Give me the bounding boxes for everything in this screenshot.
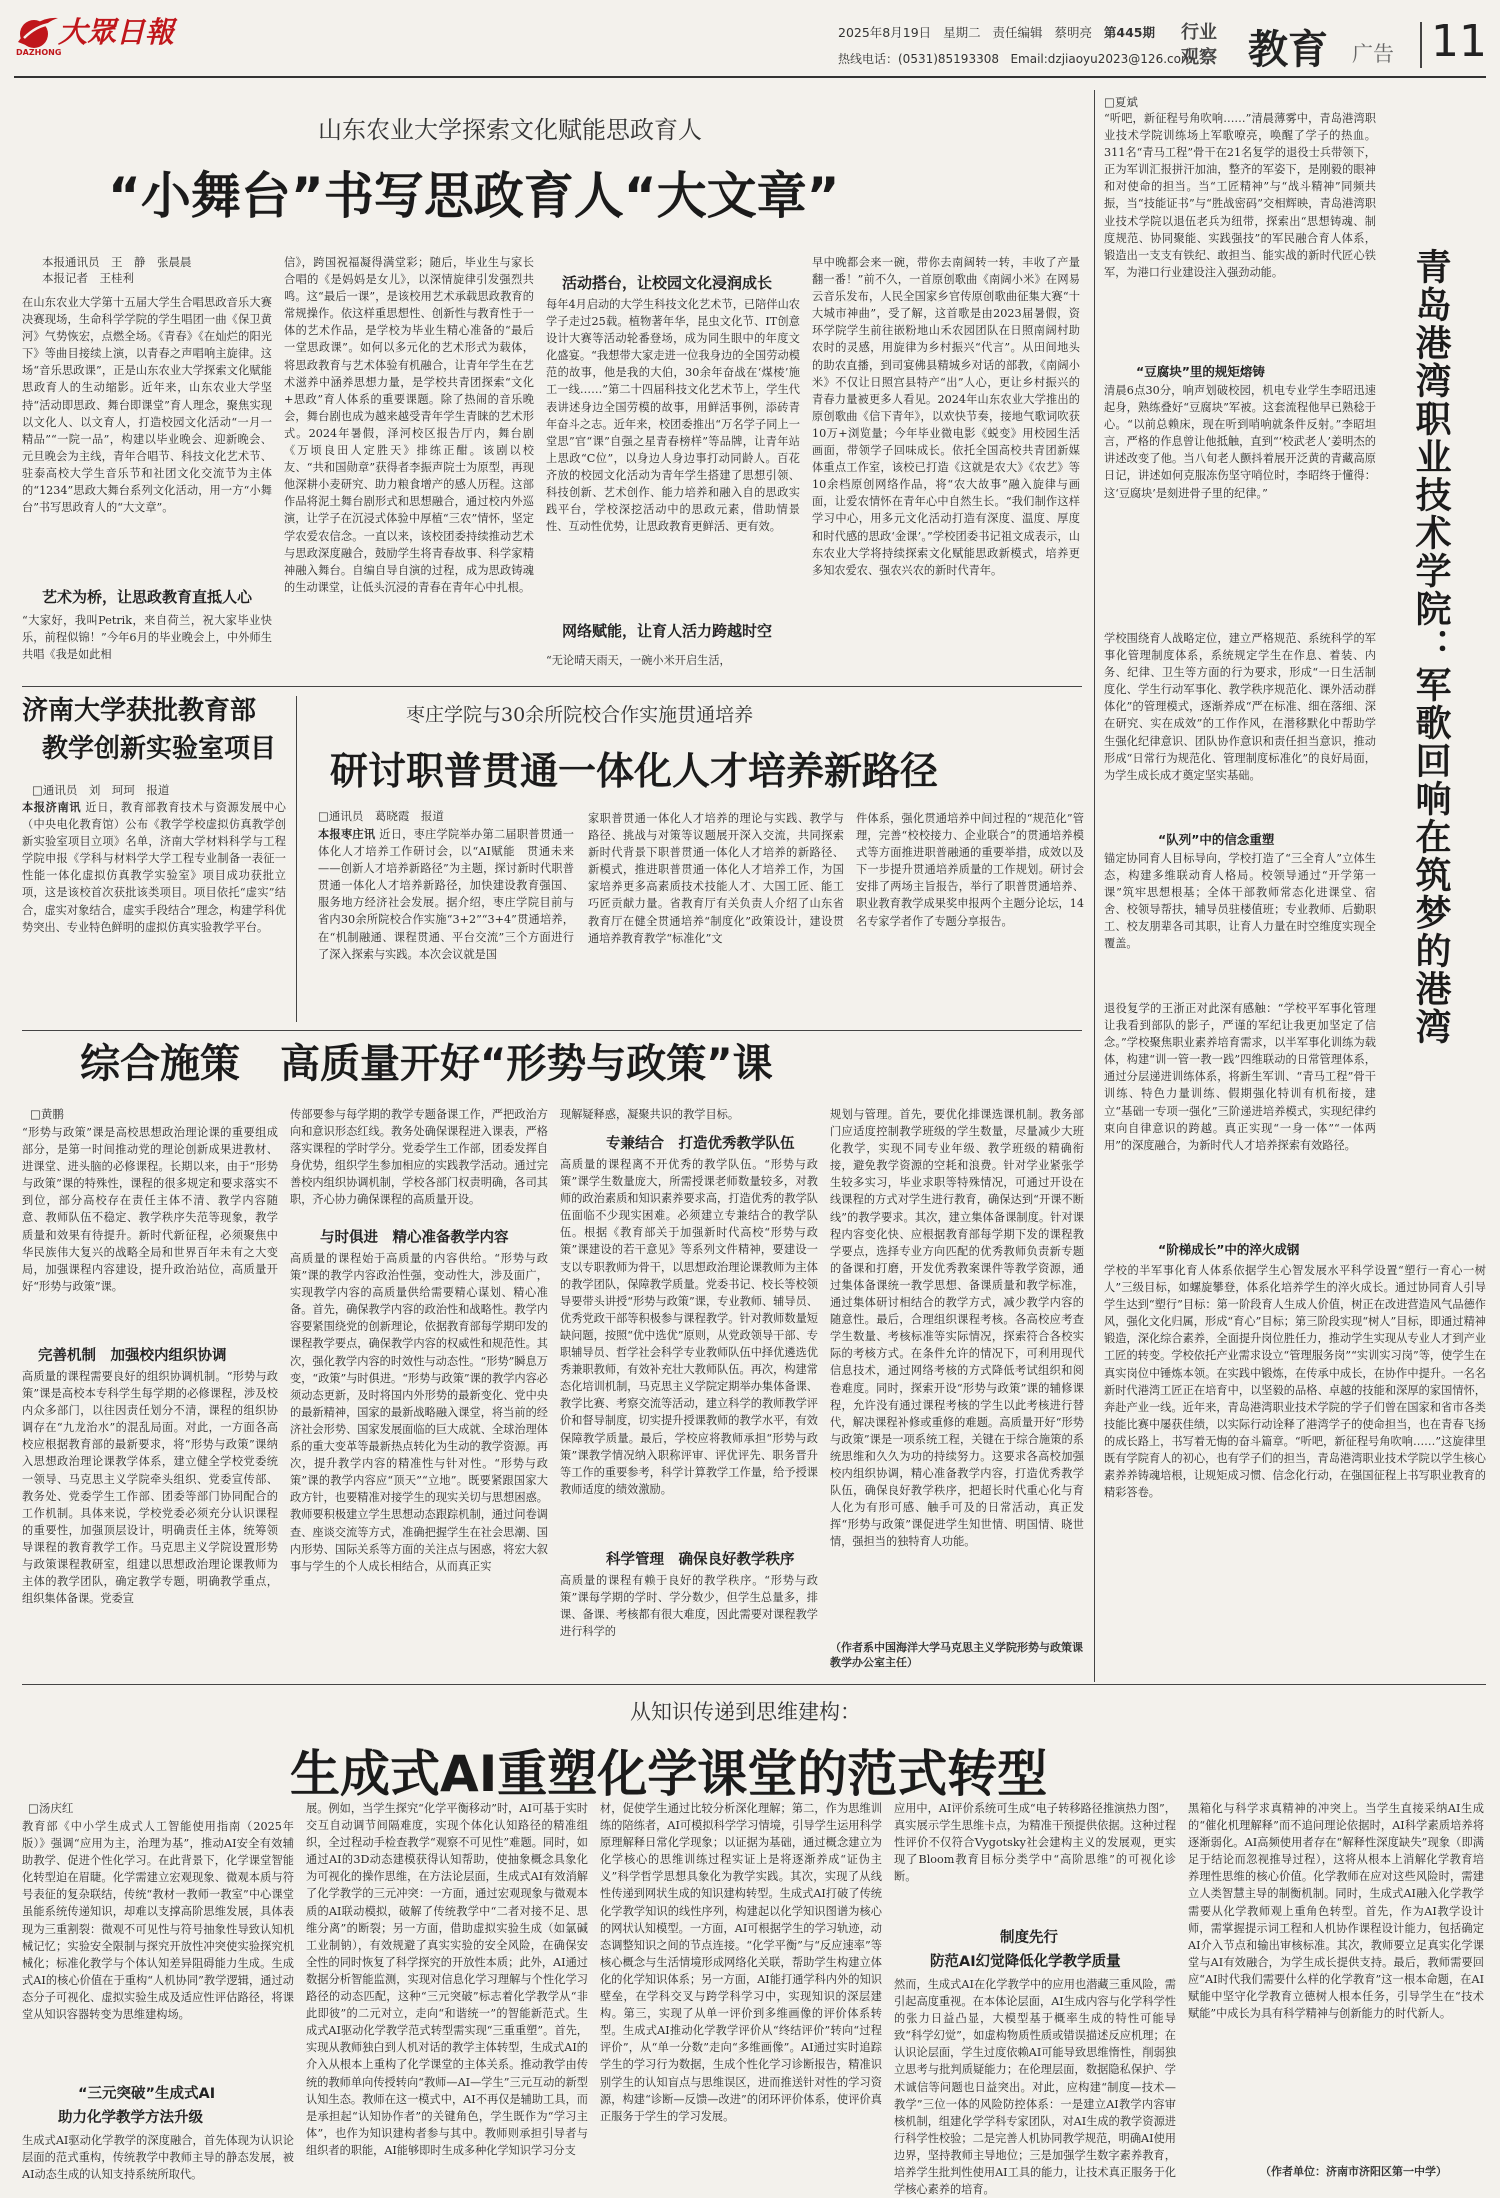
article-body-col2: 家职普贯通一体化人才培养的理论与实践、教学与路径、挑战与对策等议题展开深入交流，共同探索新时代背景下职普贯通一体化人才培养的新路径、新模式，推进职普贯通一体化人才培养工作，为国家培养更多高素质技术技能人才、大国工匠、能工巧匠贡献力量。省教育厅有关负责人介绍了山东省教育厅在健全贯通培养“制度化”政策设计，建设贯通培养教育教学“标准化”文: [588, 812, 844, 945]
section-heading: 与时俱进 精心准备教学内容: [320, 1230, 509, 1246]
issue-number: 第445期: [1103, 25, 1155, 40]
article-body-col1b: 生成式AI驱动化学教学的深度融合，首先体现为认识论层面的范式重构，传统教学中教师主导的静态发展，被AI动态生成的认知支持系统所取代。: [22, 2134, 294, 2182]
section-heading-line2: 助力化学教学方法升级: [58, 2110, 203, 2126]
page-number: 11: [1431, 16, 1487, 67]
article-title-line2: 教学创新实验室项目: [42, 734, 277, 764]
masthead-contact: [838, 50, 1193, 67]
dateline: 本报济南讯: [22, 800, 82, 814]
article-title: 济南大学获批教育部: [22, 696, 257, 726]
hotline: 热线电话：(0531)85193308: [838, 52, 999, 66]
article-body-col4: 应用中，AI评价系统可生成“电子转移路径推演热力图”，真实展示学生思维卡点，为精准干预提供依据。这种过程性评价不仅符合Vygotsky社会建构主义的发展观，更实现了Bloom教育目标分类学中“高阶思维”的可视化诊断。: [894, 1802, 1176, 1884]
section-heading: 艺术为桥，让思政教育直抵人心: [42, 588, 253, 606]
article-body-col4: 规划与管理。首先，要优化排课选课机制。教务部门应适度控制教学班级的学生数量，尽量减少大班化教学，实现不同专业年级、教学班级的精确衔接，避免教学资源的空耗和浪费。针对学业紧张学生较多实习，毕业求职等特殊情况，可通过开设在线课程的方式对学生进行教育，确保达到“开课不断线”的教学要求。其次，建立集体备课制度。针对课程内容变化快、应根据教育部每学期下发的课程教学要点，选择专业方向匹配的优秀教师负责新专题的备课和打磨，开发优秀教案课件等教学资源，通过集体备课统一教学思想、备课质量和教学标准，通过集体研讨相结合的教学方式，减少教学内容的随意性。最后，合理组织课程考核。各高校应考查学生数量、考核标准等实际情况，探索符合各校实际的考核方式。在条件允许的情况下，可利用现代信息技术，通过网络考核的方式降低考试组织和阅卷难度。同时，探索开设“形势与政策”课的辅修课程，允许没有通过课程考核的学生以此考核进行替代，解决课程补修或重修的难题。高质量开好“形势与政策”课是一项系统工程，关键在于综合施策的系统思维和久久为功的持续努力。这要求各高校加强校内组织协调，精心准备教学内容，打造优秀教学队伍，确保良好教学秩序，把超长时代重心化与育人化为有形可感、触手可及的日常活动，真正发挥“形势与政策”课促进学生知世情、明国情、晓世情，强担当的独特育人功能。: [830, 1108, 1084, 1549]
section-small-1: 行业: [1181, 22, 1217, 43]
article-body-col3b: “无论晴天雨天，一碗小米开启生活，: [546, 654, 731, 667]
article-body-col1: 教育部《中小学生成式人工智能使用指南（2025年版）》强调“应用为主，治理为基”，推动AI安全有效辅助教学、促进个性化学习。在此背景下，化学课堂智能化转型迫在眉睫。化学需建立宏观现象、微观本质与符号表征的复杂联结，传统“教材一教师一教室”中心课堂虽能系统传递知识，却难以支撑高阶思维发展，具体表现为三重割裂：微观不可见性与符号抽象性导致认知机械记忆；实验安全限制与探究开放性冲突使实验探究机械化；标准化教学与个体认知差异阻碍能力生成。生成式AI的核心价值在于重构“人机协同”教学逻辑，通过动态分子可视化、虚拟实验生成及适应性评估路径，将课堂从知识容器转变为思维建构场。: [22, 1820, 294, 2022]
section-small-2: 观察: [1181, 47, 1217, 68]
section-heading: “阶梯成长”中的淬火成钢: [1158, 1242, 1300, 1257]
section-heading: “豆腐块”里的规矩熔铸: [1136, 364, 1265, 379]
article-body-col2b: 高质量的课程始于高质量的内容供给。“形势与政策”课的教学内容政治性强，变动性大，涉及面广，实现教学内容的高质量供给需要精心谋划、精心准备。首先，确保教学内容的政治性和战略性。教学内容要紧围绕党的创新理论，依据教育部每学期印发的课程教学要点，确保教学内容的权威性和规范性。其次，强化教学内容的时效性与动态性。“形势”瞬息万变，“政策”与时俱进。“形势与政策”课的教学内容必须动态更新，及时将国内外形势的最新变化、党中央的最新精神，国家的最新战略融入课堂，将当前的经济社会形势、国家发展面临的巨大成就、全球治理体系的重大变革等最新热点转化为生动的教学资源。再次，提升教学内容的精准性与针对性。“形势与政策”课的教学内容应“顶天”“立地”。既要紧跟国家大政方针，也要精准对接学生的现实关切与思想困惑。教师要积极建立学生思想动态跟踪机制，通过问卷调查、座谈交流等方式，准确把握学生在社会思潮、国内形势、国际关系等方面的关注点与困惑，将宏大叙事与学生的个人成长相结合，从而真正实: [290, 1252, 548, 1573]
section-heading: 完善机制 加强校内组织协调: [38, 1348, 227, 1364]
logo-emblem-icon: [14, 12, 60, 52]
email: Email:dzjiaoyu2023@126.com: [1010, 52, 1193, 66]
section-heading: 科学管理 确保良好教学秩序: [606, 1552, 795, 1568]
article-body-col3: 现解疑释惑，凝聚共识的教学目标。: [560, 1108, 740, 1121]
weekday: 星期二: [943, 25, 981, 40]
article-body-col3: 材，促使学生通过比较分析深化理解；第二，作为思维训练的陪练者，AI可模拟科学学习情境，引导学生运用科学原理解释日常化学现象；以证据为基础，通过概念建立为化学核心的思维训练过程实证上是将逐渐养成“证伪主义”科学哲学思想具象化为教学实践。其次，实现了从线性传递到网状生成的知识建构转型。生成式AI打破了传统化学教学知识的线性序列，构建起以化学知识图谱为核心的网状认知模型。一方面，AI可根据学生的学习轨迹，动态调整知识之间的节点连接。“化学平衡”与“反应速率”等核心概念与生活情境形成网络化关联，帮助学生构建立体化的化学知识体系；另一方面，AI能打通学科内外的知识壁垒，在学科交叉与跨学科学习中，实现知识的深层建构。第三，实现了从单一评价到多维画像的评价体系转型。生成式AI推动化学教学评价从“终结评价”转向“过程评价”，从“单一分数”走向“多维画像”。AI通过实时追踪学生的学习行为数据，生成个性化学习诊断报告，精准识别学生的认知盲点与思维误区，进而推送针对性的学习资源，构建“诊断—反馈—改进”的闭环评价体系，使评价真正服务于学生的学习发展。: [600, 1802, 882, 2123]
dateline: 本报枣庄讯: [318, 827, 376, 841]
article-body-col1b: 清晨6点30分，响声划破校园，机电专业学生李昭迅速起身，熟练叠好“豆腐块”军被。这套流程他早已熟稔于心。“以前总赖床，现在听到哨响就条件反射。”李昭坦言，严格的作息曾让他抵触，直到“‘校武老人’姜明杰的讲述改变了他。当八旬老人颤抖着展开泛黄的青藏高原日记，讲述如何克服冻伤坚守哨位时，李昭终于懂得：这‘豆腐块’是刻进骨子里的纪律。”: [1104, 384, 1376, 500]
section-heading: 专兼结合 打造优秀教学队伍: [606, 1136, 795, 1152]
editor-name: 蔡明亮: [1054, 25, 1092, 40]
article-body: 本报济南讯 近日，教育部教育技术与资源发展中心（中央电化教育馆）公布《教学学校虚拟仿真教学创新实验室项目立项》名单，济南大学材料科学与工程学院申报《学科与材料学大学工程专业制备一表征一性能一体化虚拟仿真教学实验室》项目成功获批立项，这是该校首次获批该类项目。项目依托“虚实”结合，虚实对象结合，虚实手段结合”理念，构建学科优势突出、专业特色鲜明的虚拟仿真实验教学平台。: [22, 800, 286, 934]
article-body-col4b: 然而，生成式AI在化学教学中的应用也潜藏三重风险，需引起高度重视。在本体论层面，AI生成内容与化学科学性的张力日益凸显，大模型基于概率生成的特性可能导致“科学幻觉”，如虚构物质性质或错误描述反应机理；在认识论层面，学生过度依赖AI可能导致思维惰性，削弱独立思考与批判质疑能力；在伦理层面，数据隐私保护、学术诚信等问题也日益突出。对此，应构建“制度—技术—教学”三位一体的风险防控体系：一是建立AI教学内容审核机制，组建化学学科专家团队，对AI生成的教学资源进行科学性校验；二是完善人机协同教学规范，明确AI使用边界，坚持教师主导地位；三是加强学生数字素养教育，培养学生批判性使用AI工具的能力，让技术真正服务于化学核心素养的培育。: [894, 1978, 1176, 2197]
article-body-col1d: 锚定协同育人目标导向，学校打造了“三全育人”立体生态，构建多维联动育人格局。校领导通过“开学第一课”筑牢思想根基；全体干部教师常态化进课堂、宿舍、校领导帮扶，辅导员驻楼值班；专业教师、后勤职工、校友朋辈各司其职，让育人力量在时空维度实现全覆盖。: [1104, 852, 1376, 951]
article-vertical-title: 青岛港湾职业技术学院：军歌回响在筑梦的港湾: [1410, 248, 1451, 1046]
article-body-col3: 每年4月启动的大学生科技文化艺术节，已陪伴山农学子走过25载。植物著年华，昆虫文化节、IT创意设计大赛等活动轮番登场，成为同生眼中的年度文化盛宴。“我想带大家走进一位我身边的全国劳动模范的故事，他是我的大伯，30余年奋战在‘煤棱’施工一线……”第二十四届科技文化艺术节上，学生代表讲述身边全国劳模的故事，用鲜活事例，添砖青年奋斗之志。近年来，校团委推出“万名学子同上一堂思”官“课”自强之星青春榜样”等品牌，让青年站上思政“C位”，以身边人身边事打动同龄人。百花齐放的校园文化活动为青年学生搭建了思想引领、科技创新、艺术创作、能力培养和融入自的思政实践平台，学校深挖活动中的思政元素，借助情景性、互动性优势，让思政教育更鲜活、更有效。: [546, 298, 800, 534]
article-body-col2: 传部要参与每学期的教学专题备课工作，严把政治方向和意识形态红线。教务处确保课程进入课表，严格落实课程的学时学分。党委学生工作部，团委发挥自身优势，组织学生参加相应的实践教学活动。通过完善校内组织协调机制，学校各部门权责明确，各司其职，齐心协力确保课程的高质量开设。: [290, 1108, 548, 1207]
article-byline: □汤庆红: [28, 1801, 74, 1815]
logo-sub: DAZHONG: [16, 48, 62, 57]
section-heading: 活动搭台，让校园文化浸润成长: [562, 274, 773, 292]
article-author-note: （作者系中国海洋大学马克思主义学院形势与政策课教学办公室主任）: [830, 1641, 1083, 1669]
article-body-col1: 本报枣庄讯 近日，枣庄学院举办第二届职普贯通一体化人才培养工作研讨会，以“AI赋能 贯通未来——创新人才培养新路径”为主题，探讨新时代职普贯通一体化人才培养新路径，加快建设教育强国、服务地方经济社会发展。据介绍，枣庄学院目前与省内30余所院校合作实施“3+2”“3+4”贯通培养，在“机制融通、课程贯通、平台交流”三个方面进行了深入探索与实践。本次会议就是国: [318, 827, 574, 961]
article-body-col1c: 学校围绕育人战略定位，建立严格规范、系统科学的军事化管理制度体系，系统规定学生在作息、着装、内务、纪律、卫生等方面的行为要求，形成“一日生活制度化、学生行动军事化、教学秩序规范化、课外活动群体化”的管理模式，逐渐养成“严在标准、细在落细、深在研究、实在成效”的工作作风，在潜移默化中帮助学生强化纪律意识、团队协作意识和责任担当意识，推动形成“日常行为规范化、管理制度标准化”的良好局面，为学生成长成才奠定坚实基础。: [1104, 632, 1376, 782]
section-heading: “三元突破”生成式AI: [78, 2086, 216, 2102]
article-body-col3: 件体系，强化贯通培养中间过程的“规范化”管理，完善“校校接力、企业联合”的贯通培养模式等方面推进职普融通的重要举措，成效以及下一步提升贯通培养质量的工作规划。研讨会安排了两场主旨报告，举行了职普贯通培养、职业教育教学成果奖申报两个主题分论坛，14名专家学者作了专题分享报告。: [856, 812, 1084, 928]
section-ad: 广告: [1352, 42, 1394, 66]
article-body-col1b: 高质量的课程需要良好的组织协调机制。“形势与政策”课是高校本专科学生每学期的必修课程，涉及校内众多部门，以往因责任划分不清，课程的组织协调存在“九龙治水”的混乱局面。对此，一方面各高校应根据教育部的最新要求，将“形势与政策”课纳入思想政治理论课教学体系，建立健全学校党委统一领导、马克思主义学院牵头组织、党委宣传部、教务处、党委学生工作部、团委等部门协同配合的工作机制。具体来说，学校党委必须充分认识课程的重要性，加强顶层设计，明确责任主体，统筹领导课程的教育教学工作。马克思主义学院设置形势与政策课程教研室，组建以思想政治理论课教师为主体的教学团队，确定教学专题，明确教学重点，组织集体备课。党委宣: [22, 1370, 278, 1606]
section-small: [1181, 20, 1217, 70]
article-byline: □通讯员 葛晓霞 报道: [318, 809, 444, 823]
section-heading-line2: 防范AI幻觉降低化学教学质量: [930, 1954, 1121, 1970]
article-body-col1b: “大家好，我叫Petrik，来自荷兰，祝大家毕业快乐，前程似锦！”今年6月的毕业晚会上，中外师生共唱《我是如此相: [22, 614, 272, 662]
article-body-col1: 在山东农业大学第十五届大学生合唱思政音乐大赛决赛现场，生命科学学院的学生唱团一曲《保卫黄河》气势恢宏，点燃全场。《青春》《在灿烂的阳光下》等曲目接续上演，以青春之声唱响主旋律。这场“音乐思政课”，正是山东农业大学探索文化赋能思政育人的生动缩影。近年来，山东农业大学坚持“活动即思政、舞台即课堂”育人理念，聚焦实现以文化人、以文育人，打造校园文化活动“一月一精品”“一院一品”，构建以毕业晚会、迎新晚会、元旦晚会为主线，青年合唱节、科技文化艺术节、驻泰高校大学生音乐节和社团文化交流节为主体的“1234”思政大舞台系列文化活动，用一方“小舞台”书写思政育人的“大文章”。: [22, 296, 272, 515]
article-kicker: 从知识传递到思维建构：: [630, 1700, 861, 1724]
article-title: 研讨职普贯通一体化人才培养新路径: [330, 749, 939, 793]
section-heading: “队列”中的信念重塑: [1158, 832, 1275, 847]
article-title: 生成式AI重塑化学课堂的范式转型: [290, 1745, 1048, 1803]
article-body-col4: 早中晚都会来一碗，带你去南阔转一转，丰收了产量翻一番！”前不久，一首原创歌曲《南阔小米》在网易云音乐发布，人民全国家乡官传原创歌曲征集大赛“十大城市神曲”，受了解，这首歌是由2023届暑假，资环学院学生前往嵌粉地山禾农园团队在日照南阔村助农时的灵感，用旋律为乡村振兴“代言”。从田间地头的助农直播，到司宴佛县精城乡对话的部教，《南阔小米》不仅让日照宫县特产“出”人心，更让乡村振兴的青春力量被更多人看见。2024年山东农业大学推出的原创歌曲《信下青年》，以欢快节奏，接地气歌词吹获10万+浏览量；今年毕业微电影《蜕变》用校园生活画面，带领学子回味成长。依托全国高校共青团新媒体重点工作室，该校已打造《这就是农大》《农艺》等10余档原创网络作品，将“农大故事”融入旋律与画面，让爱农情怀在青年心中自然生长。“我们制作这样学习中心，用多元文化活动打造有深度、温度、厚度和时代感的思政‘金课’。”学校团委书记祖文成表示，山东农业大学将持续探索文化赋能思政新模式，培养更多知农爱农、强农兴农的新时代青年。: [812, 256, 1080, 577]
article-title: 综合施策 高质量开好“形势与政策”课: [80, 1041, 773, 1087]
article-kicker: 枣庄学院与30余所院校合作实施贯通培养: [406, 704, 754, 726]
masthead-meta: [838, 23, 1155, 41]
article-byline: □通讯员 刘 珂珂 报道: [32, 783, 170, 797]
article-author-note: （作者单位：济南市济阳区第一中学）: [1260, 2165, 1447, 2178]
editor-label: 责任编辑: [992, 25, 1043, 40]
article-body-col1: “听吧，新征程号角吹响……”清晨薄雾中，青岛港湾职业技术学院训练场上军歌嘹亮，唤醒了学子的热血。311名“青马工程”骨干在21名复学的退役士兵带领下，正为军训汇报拼汗加油，整齐的军姿下，是刚毅的眼神和对使命的担当。当“工匠精神”与“战斗精神”同频共振，当“技能证书”与“胜战密码”交相辉映，青岛港湾职业技术学院以退伍老兵为纽带，探索出“思想铸魂、制度规范、协同聚能、实践强技”的军民融合育人体系，锻造出一支支有铁纪、敢担当、能实战的新时代匠心铁军，为港口行业建设注入强劲动能。: [1104, 112, 1376, 279]
article-body-col3c: 高质量的课程有赖于良好的教学秩序。“形势与政策”课每学期的学时、学分数少，但学生总量多，排课、备课、考核都有很大难度，因此需要对课程教学进行科学的: [560, 1574, 818, 1639]
article-byline: □黄鹏: [30, 1107, 64, 1121]
article-byline: 本报通讯员 王 静 张晨晨 本报记者 王桂利: [42, 255, 192, 285]
article-title: “小舞台”书写思政育人“大文章”: [108, 167, 840, 225]
article-body-col1f: 学校的半军事化育人体系依据学生心智发展水平科学设置“塑行一育心一树人”三级目标，如螺旋攀登，体系化培养学生的淬火成长。通过协同育人引导学生达到“塑行”目标：第一阶段育人生成人价值，树正在改进营造风气品德作风，强化文化归属，形成“育心”目标；第三阶段实现“树人”目标，即通过精神锻造，深化综合素养，全面提升岗位胜任力，推动学生实现从专业人才到产业工匠的转变。学校依托产业需求设立“管理服务岗”“实训实习岗”等，使学生在真实岗位中锤炼本领。在实践中锻炼，在传承中成长，在协作中提升。一名名新时代港湾工匠正在培育中，以坚毅的品格、卓越的技能和深厚的家国情怀，奔赴产业一线。近年来，青岛港湾职业技术学院的学子们曾在国家和省市各类技能比赛中屡获佳绩，以实际行动诠释了港湾学子的使命担当，也在青春飞扬的成长路上，书写着无悔的奋斗篇章。“听吧，新征程号角吹响……”这旋律里既有学院育人的初心，也有学子们的担当，青岛港湾职业技术学院以学生核心素养养铸魂培根，让规矩成习惯、信念化行动，在强国征程上书写职业教育的精彩答卷。: [1104, 1264, 1486, 1500]
article-body-col2: 展。例如，当学生探究“化学平衡移动”时，AI可基于实时交互自动调节间隔难度，实现个体化认知路径的精准组织，全过程动手检查教学“观察不可见性”难题。同时，如通过AI的3D动态建模获得认知帮助，使抽象概念具象化为可视化的操作思维，在方法论层面，生成式AI有效消解了化学教学的三元冲突：一方面，通过宏观现象与微观本质的AI联动模拟，破解了传统教学中“二者对接不足、思维分离”的断裂；另一方面，借助虚拟实验生成（如氯碱工业制钠），有效规避了真实实验的安全风险，在确保安全性的同时恢复了科学探究的开放性本质；此外，AI通过数据分析智能监测，实现对信息化学习理解与个性化学习路径的动态匹配，这种“三元突破”标志着化学教学从“非此即彼”的二元对立，走向“和谐统一”的智能新范式。生成式AI驱动化学教学范式转型需实现“三重重塑”。首先，实现从教师独白到人机对话的教学主体转型，生成式AI的介入从根本上重构了化学课堂的主体关系。推动教学由传统的教师单向传授转向“教师—AI—学生”三元互动的新型认知生态。教师在这一模式中，AI不再仅是辅助工具，而是承担起“认知协作者”的关键角色，学生既作为“学习主体”，也作为知识建构者参与其中。教师则承担引导者与组织者的职能，AI能够即时生成多种化学知识学习分支: [306, 1802, 588, 2157]
logo: [14, 10, 175, 57]
article-body-col1: “形势与政策”课是高校思想政治理论课的重要组成部分，是第一时间推动党的理论创新成果进教材、进课堂、进头脑的必修课程。长期以来，由于“形势与政策”课的特殊性，课程的很多规定和要求落实不到位，部分高校存在责任主体不清、教学内容随意、教师队伍不稳定、教学秩序失范等现象，教学质量和效果有待提升。新时代新征程，必须聚焦中华民族伟大复兴的战略全局和世界百年未有之大变局，加强课程内容建设，提升政治站位，高质量开好“形势与政策”课。: [22, 1126, 278, 1293]
issue-date: 2025年8月19日: [838, 25, 932, 40]
article-kicker: 山东农业大学探索文化赋能思政育人: [318, 116, 702, 144]
logo-text: 大眾日報: [58, 15, 175, 49]
article-body-col5: 黑箱化与科学求真精神的冲突上。当学生直接采纳AI生成的“催化机理解释”而不追问理论依据时，AI科学素质培养将逐渐弱化。AI高频使用者存在“解释性深度缺失”现象（即满足于结论而忽视推导过程），这将从根本上消解化学教育培养理性思维的核心价值。化学教师在应对这些风险时，需建立人类智慧主导的制衡机制。同时，生成式AI融入化学教学需要从化学教师观上重角色转型。首先，作为AI教学设计师，需掌握提示词工程和人机协作课程设计能力，包括确定AI介入节点和输出审核标准。其次，教师要立足真实化学课堂与AI有效融合，为学生成长提供支持。最后，教师需要回应“AI时代我们需要什么样的化学教育”这一根本命题，在AI赋能中坚守化学教育立德树人根本任务，引导学生在“技术赋能”中成长为具有科学精神与创新能力的时代新人。: [1188, 1802, 1484, 2021]
section-name: 教育: [1248, 27, 1328, 73]
article-body-col2: 信》，跨国祝福凝得满堂彩；随后，毕业生与家长合唱的《是妈妈是女儿》，以深情旋律引发强烈共鸣。这“最后一课”，是该校用艺术承载思政教育的常规操作。依这样重思想性、创新性与教育性于一体的艺术作品，是学校为毕业生精心准备的“最后一堂思政课”。如何以多元化的艺术形式为载体，将思政教育与艺术体验有机融合，让青年学生在艺术滋养中涵养思想力量，是学校共青团探索“文化+思政”育人体系的重要课题。除了热闹的音乐晚会，舞台剧也成为越来越受青年学生青睐的艺术形式。2024年暑假，泽河校区报告厅内，舞台剧《万顷良田人定胜天》排练正酣。该剧以校友、“共和国勋章”获得者李振声院士为原型，再现他深耕小麦研究、助力粮食增产的感人历程。这部作品将泥土舞台剧形式和思想融合，通过校内外巡演，让学子在沉浸式体验中厚植“三农”情怀，坚定学农爱农信念。一直以来，该校团委持续推动艺术与思政深度融合，鼓励学生将青春故事、科学家精神融入舞台。自编自导自演的过程，成为思政铸魂的生动课堂，让低头沉浸的青春在青年心中扎根。: [284, 256, 534, 594]
article-body-col3b: 高质量的课程离不开优秀的教学队伍。“形势与政策”课学生数量庞大，所需授课老师数量较多，对教师的政治素质和知识素养要求高，打造优秀的教学队伍面临不少现实困难。必须建立专兼结合的教学队伍。根据《教育部关于加强新时代高校“形势与政策”课建设的若干意见》等系列文件精神，要建设一支以专职教师为骨干，以思想政治理论课教师为主体的教学团队，保障教学质量。党委书记、校长等校领导要带头讲授“形势与政策”课，专业教师、辅导员、优秀党政干部等积极参与课程教学。针对教师数量短缺问题，按照“优中选优”原则，从党政领导干部、专职辅导员、哲学社会科学专业教师队伍中择优遴选优秀兼职教师，有效补充壮大教师队伍。再次，构建常态化培训机制，马克思主义学院定期举办集体备课、教学比赛、考察交流等活动，建立科学的教师教学评价和督导制度，切实提升授课教师的教学水平，有效保障教学质量。最后，学校应将教师承担“形势与政策”课教学情况纳入职称评审、评优评先、职务晋升等工作的重要参考，科学计算教学工作量，给予授课教师适度的绩效激励。: [560, 1158, 818, 1496]
article-byline: □夏斌: [1104, 95, 1138, 109]
article-body-col1e: 退役复学的王浙正对此深有感触：“学校平军事化管理让我看到部队的影子，严谨的军纪让我更加坚定了信念。”学校聚焦职业素养培育需求，以半军事化训练为载体，构建“训一管一教一践”四维联动的日常管理体系，通过分层递进训练体系，将新生军训、“青马工程”骨干训练、特色力量训练、假期强化特训有机衔接，建立“基础一专项一强化”三阶递进培养模式，实现纪律约束向自律意识的跨越。真正实现“一身一体”“一体两用”的深度融合，为新时代人才培养探索有效路径。: [1104, 1002, 1376, 1152]
section-heading: 制度先行: [1000, 1930, 1058, 1946]
section-heading: 网络赋能，让育人活力跨越时空: [562, 622, 773, 640]
